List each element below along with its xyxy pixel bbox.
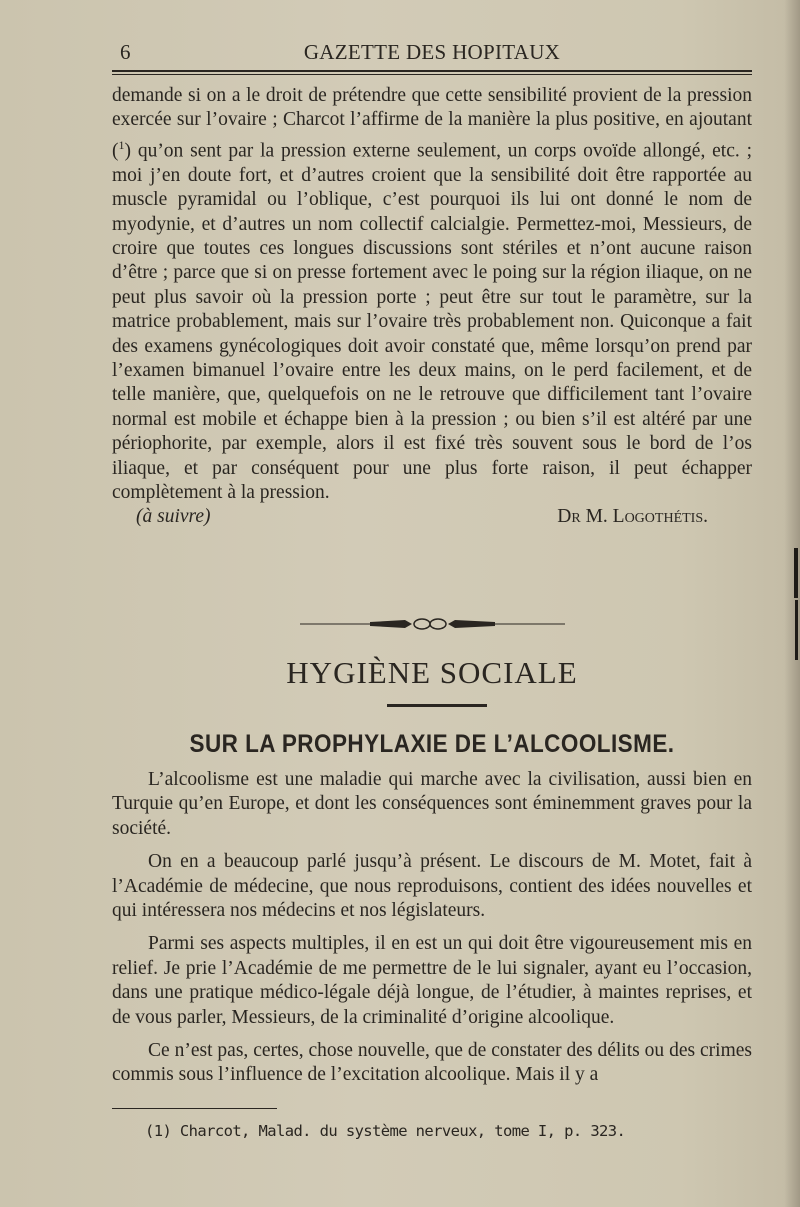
article-paragraph: Ce n’est pas, certes, chose nouvelle, que de constater des délits ou des crimes commis sous l’influence de l’excitation alcoolique. Mais il y a [112, 1040, 752, 1086]
header-rule [112, 70, 752, 72]
article-paragraph: L’alcoolisme est une maladie qui marche avec la civilisation, aussi bien en Turquie qu’en Europe, et dont les conséquences sont éminemment graves pour la société. [112, 769, 752, 839]
article-paragraph: Parmi ses aspects multiples, il en est un qui doit être vigoureusement mis en relief. Je prie l’Académie de me permettre de le lui signaler, ayant eu l’occasion, dans une pratique médico-légale déjà longue, de l’étudier, à maintes reprises, et de vous parler, Messieurs, de la criminalité d’origine alcoolique. [112, 933, 752, 1028]
article-title: SUR LA PROPHYLAXIE DE L’ALCOOLISME. [189, 730, 675, 758]
section-title: HYGIÈNE SOCIALE [286, 655, 578, 690]
article-paragraph: On en a beaucoup parlé jusqu’à présent. Le discours de M. Motet, fait à l’Académie de médecine, que nous reproduisons, contient des idées nouvelles et qui intéressera nos médecins et nos législateurs. [112, 851, 752, 922]
footnote-reference: 1 [118, 137, 125, 152]
article-body [112, 768, 752, 1097]
edge-ink-mark [794, 548, 798, 598]
running-title: GAZETTE DES HOPITAUX [303, 40, 561, 64]
signature-line [112, 505, 752, 529]
section-title-rule [387, 704, 487, 707]
continued-paragraph: demande si on a le droit de prétendre que cette sensibilité provient de la pression exercée sur l’ovaire ; Charcot l’affirme de la manière la plus positive, en ajoutant ($^1$) qu’on sent par la pression externe seulement, un corps ovoïde allongé, etc. ; moi j’en doute fort, et d’autres croient que la sensibilité doit être rapportée au muscle pyramidal ou l’oblique, c’est pourquoi ils lui ont donné le nom de myodynie, et d’autres un nom collectif calcialgie. Permettez-moi, Messieurs, de croire que toutes ces longues discussions sont stériles et n’ont aucune raison d’être ; parce que si on presse fortement avec le poing sur la région iliaque, on ne peut plus savoir où la pression porte ; peut être sur tout le paramètre, sur la matrice probablement, mais sur l’ovaire très probablement non. Quiconque a fait des examens gynécologiques doit avoir constaté que, même lorsqu’on prend par l’examen bimanuel l’ovaire entre les deux mains, on le perd facilement, et de telle manière, que, quelquefois on ne le retrouve que difficilement tant l’ovaire normal est mobile et échappe bien à la pression ; ou bien s’il est altéré par une périophorite, par exemple, alors il est fixé très souvent sous le bord de l’os iliaque, et par conséquent pour une plus forte raison, il peut échapper complètement à la pression. [112, 85, 752, 503]
to-be-continued: (à suivre) [136, 506, 211, 528]
author-signature: Dr M. Logothétis. [557, 506, 708, 528]
page-header [112, 40, 752, 68]
header-rule-thin [112, 74, 752, 75]
ornament-divider [300, 616, 565, 632]
page-number: 6 [120, 40, 131, 64]
footnote: (1) Charcot, Malad. du système nerveux, tome I, p. 323. [145, 1122, 626, 1140]
edge-ink-mark [795, 600, 798, 660]
continued-article [112, 84, 752, 529]
footnote-rule [112, 1108, 277, 1109]
